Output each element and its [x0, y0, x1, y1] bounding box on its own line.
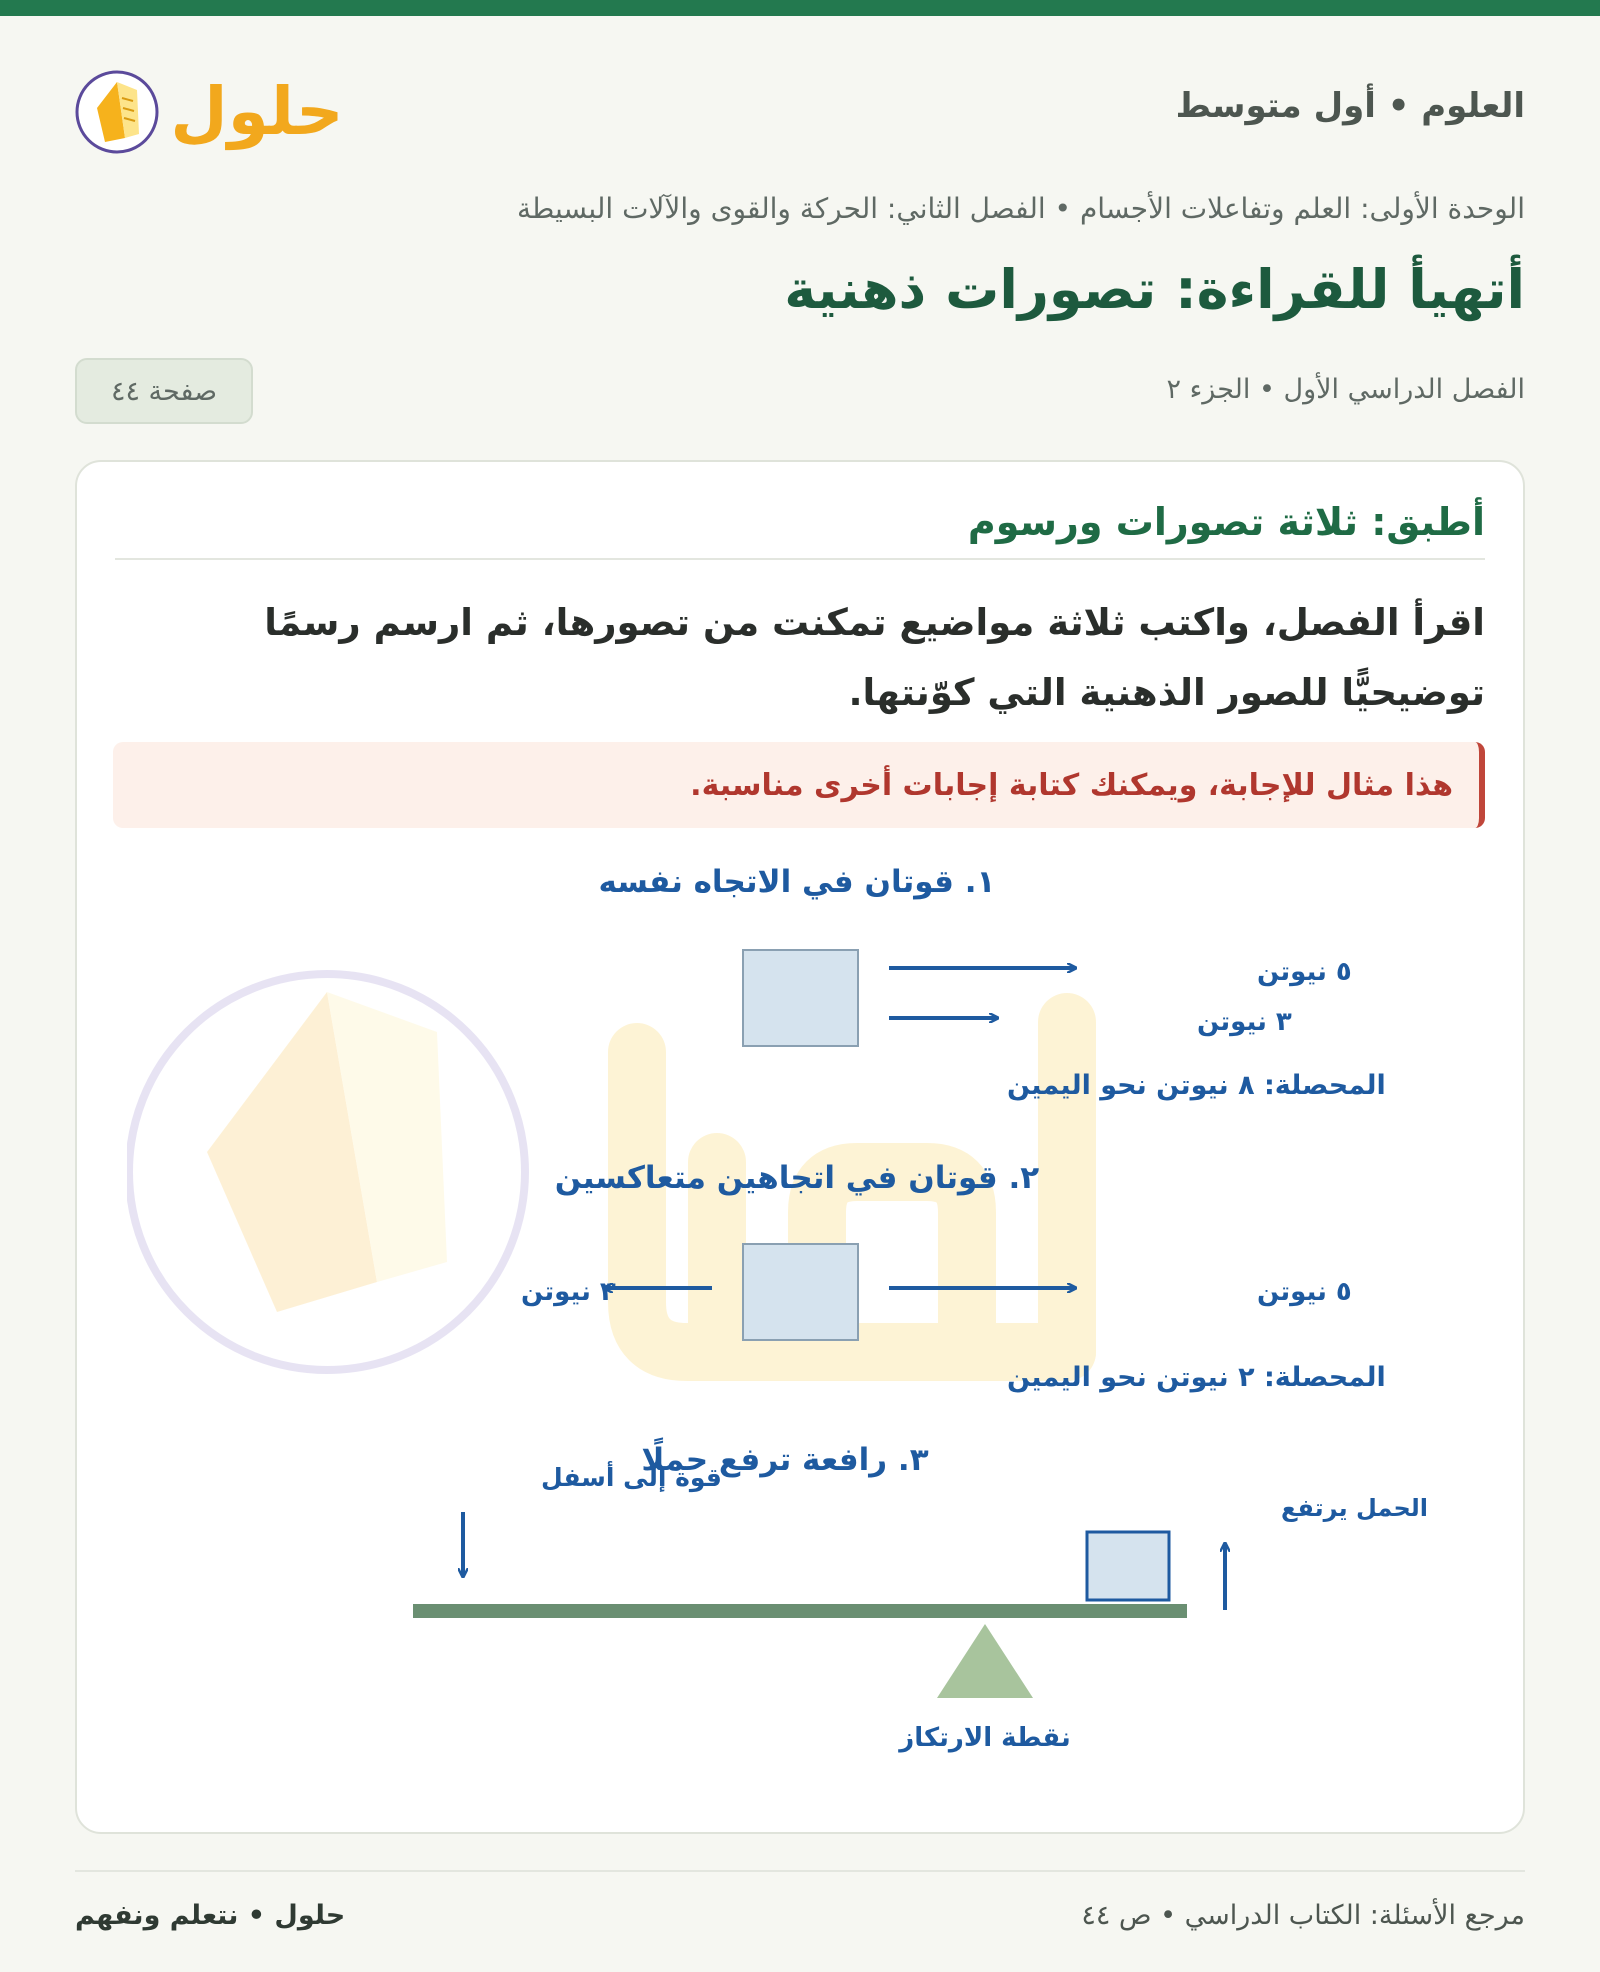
diagram-2-title: ٢. قوتان في اتجاهين متعاكسين — [554, 1160, 1040, 1196]
unit-breadcrumb: الوحدة الأولى: العلم وتفاعلات الأجسام • الفصل الثاني: الحركة والقوى والآلات البسيطة — [517, 192, 1525, 225]
diagram-1-result: المحصلة: ٨ نيوتن نحو اليمين — [1007, 1070, 1386, 1101]
exercise-card — [75, 460, 1525, 1834]
diagram-3-load-box — [1087, 1532, 1169, 1600]
hulul-logo[interactable] — [75, 52, 345, 170]
diagram-opposite-directions — [521, 1160, 1386, 1393]
diagram-3-lever-bar — [413, 1604, 1187, 1618]
subject-label: العلوم • أول متوسط — [1175, 86, 1525, 126]
diagram-3-fulcrum — [937, 1624, 1033, 1698]
diagram-1-force-b-label: ٣ نيوتن — [1197, 1007, 1292, 1037]
diagram-lever — [413, 1437, 1428, 1753]
section-title: أطبق: ثلاثة تصورات ورسوم — [967, 500, 1485, 544]
page-number-badge: صفحة ٤٤ — [75, 358, 253, 424]
answer-note-text: هذا مثال للإجابة، ويمكنك كتابة إجابات أخرى مناسبة. — [690, 767, 1453, 803]
top-accent-bar — [0, 0, 1600, 16]
diagram-2-left-force-label: ٣ نيوتن — [521, 1277, 616, 1307]
term-label: الفصل الدراسي الأول • الجزء ٢ — [1166, 374, 1525, 405]
diagram-same-direction — [599, 864, 1386, 1101]
diagram-1-box — [743, 950, 858, 1046]
answer-note — [113, 742, 1485, 828]
diagram-2-right-force-label: ٥ نيوتن — [1257, 1277, 1352, 1307]
diagram-2-box — [743, 1244, 858, 1340]
diagram-1-force-a-label: ٥ نيوتن — [1257, 957, 1352, 987]
diagram-3-title: ٣. رافعة ترفع حملًا — [641, 1442, 929, 1478]
diagram-1-title: ١. قوتان في الاتجاه نفسه — [598, 864, 996, 900]
diagram-3-fulcrum-label: نقطة الارتكاز — [899, 1723, 1071, 1753]
footer-divider — [75, 1870, 1525, 1872]
page-title: أتهيأ للقراءة: تصورات ذهنية — [784, 258, 1525, 321]
page-header — [75, 52, 1525, 170]
diagram-3-load-label: الحمل يرتفع — [1281, 1494, 1429, 1522]
question-text: اقرأ الفصل، واكتب ثلاثة مواضيع تمكنت من تصورها، ثم ارسم رسمًا توضيحيًّا للصور الذهنية التي كوّنتها. — [264, 601, 1485, 714]
diagram-2-result: المحصلة: ٢ نيوتن نحو اليمين — [1007, 1362, 1386, 1393]
diagram-3-down-force-label: قوة إلى أسفل — [541, 1463, 722, 1492]
section-divider — [115, 558, 1485, 560]
footer-brand: حلول • نتعلم ونفهم — [75, 1900, 346, 1931]
logo-wordmark: حلول — [170, 73, 344, 150]
forces-diagram — [77, 842, 1525, 1822]
footer-reference: مرجع الأسئلة: الكتاب الدراسي • ص ٤٤ — [1081, 1900, 1525, 1931]
